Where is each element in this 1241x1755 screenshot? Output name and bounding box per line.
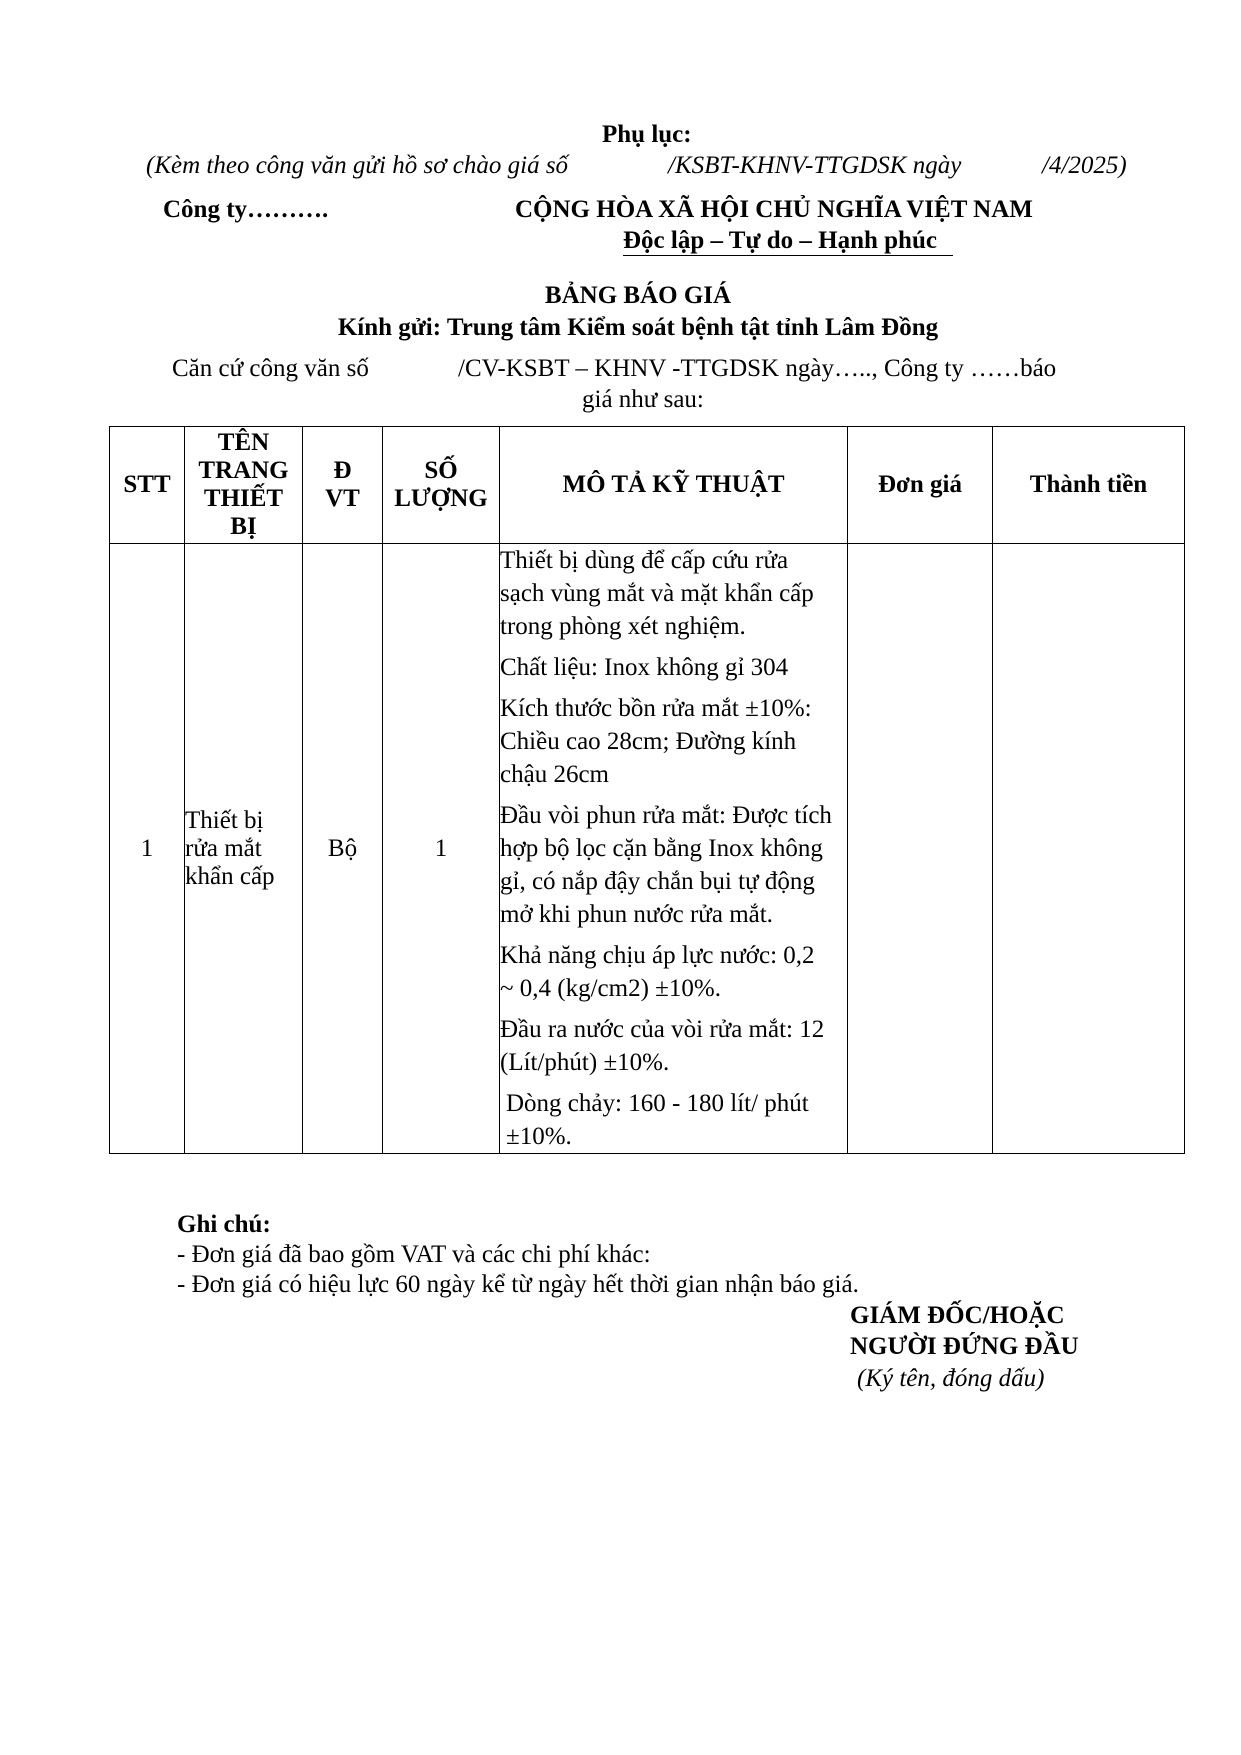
row-stt: 1 (110, 544, 185, 1154)
desc-material: Chất liệu: Inox không gỉ 304 (500, 654, 789, 681)
quote-basis-part2: /CV-KSBT – KHNV -TTGDSK ngày….., Công ty ……báo (458, 355, 1057, 382)
desc-pressure: Khả năng chịu áp lực nước: 0,2 ~ 0,4 (kg/cm2) ±10%. (500, 942, 815, 1002)
desc-purpose: Thiết bị dùng để cấp cứu rửa sạch vùng mắt và mặt khẩn cấp trong phòng xét nghiệm. (500, 547, 814, 640)
quote-basis-part3: giá như sau: (582, 386, 704, 413)
row-unit: Bộ (303, 544, 383, 1154)
row-technical-description (500, 544, 848, 1154)
quote-recipient: Kính gửi: Trung tâm Kiểm soát bệnh tật tỉnh Lâm Đồng (337, 314, 939, 341)
signature-instruction: (Ký tên, đóng dấu) (857, 1365, 1045, 1392)
table-row (110, 544, 1185, 1154)
appendix-reference-code: /KSBT-KHNV-TTGDSK ngày (668, 152, 962, 179)
desc-water-output: Đầu ra nước của vòi rửa mắt: 12 (Lít/phút) ±10%. (500, 1016, 825, 1076)
header-unit: Đ VT (303, 427, 383, 544)
quotation-table (109, 426, 1185, 1154)
appendix-title: Phụ lục: (602, 121, 692, 148)
notes-title: Ghi chú: (177, 1211, 271, 1238)
quote-title: BẢNG BÁO GIÁ (544, 282, 732, 309)
desc-flow-rate: Dòng chảy: 160 - 180 lít/ phút ±10%. (506, 1090, 809, 1150)
appendix-reference-date: /4/2025) (1042, 152, 1127, 179)
header-stt: STT (110, 427, 185, 544)
row-device-name: Thiết bị rửa mắt khẩn cấp (185, 544, 303, 1154)
country-name: CỘNG HÒA XÃ HỘI CHỦ NGHĨA VIỆT NAM (515, 196, 1033, 223)
header-device-name: TÊN TRANG THIẾT BỊ (185, 427, 303, 544)
header-unit-price: Đơn giá (848, 427, 993, 544)
signature-title-line2: NGƯỜI ĐỨNG ĐẦU (850, 1333, 1079, 1360)
company-name: Công ty………. (163, 196, 329, 223)
note-item-vat: - Đơn giá đã bao gồm VAT và các chi phí khác: (177, 1241, 651, 1268)
quote-basis-part1: Căn cứ công văn số (172, 355, 369, 382)
national-motto: Độc lập – Tự do – Hạnh phúc (623, 227, 937, 254)
signature-title-line1: GIÁM ĐỐC/HOẶC (850, 1302, 1065, 1329)
header-total: Thành tiền (993, 427, 1185, 544)
appendix-reference-prefix: (Kèm theo công văn gửi hồ sơ chào giá số (146, 152, 569, 179)
row-total (993, 544, 1185, 1154)
header-technical-description: MÔ TẢ KỸ THUẬT (500, 427, 848, 544)
header-quantity: SỐ LƯỢNG (383, 427, 500, 544)
row-quantity: 1 (383, 544, 500, 1154)
motto-underline (623, 255, 953, 256)
row-unit-price (848, 544, 993, 1154)
table-header-row (110, 427, 1185, 544)
note-item-validity: - Đơn giá có hiệu lực 60 ngày kể từ ngày hết thời gian nhận báo giá. (177, 1271, 859, 1298)
desc-nozzle: Đầu vòi phun rửa mắt: Được tích hợp bộ lọc cặn bằng Inox không gỉ, có nắp đậy chắn bụi tự động mở khi phun nước rửa mắt. (500, 802, 832, 928)
desc-dimensions: Kích thước bồn rửa mắt ±10%: Chiều cao 28cm; Đường kính chậu 26cm (500, 695, 812, 788)
